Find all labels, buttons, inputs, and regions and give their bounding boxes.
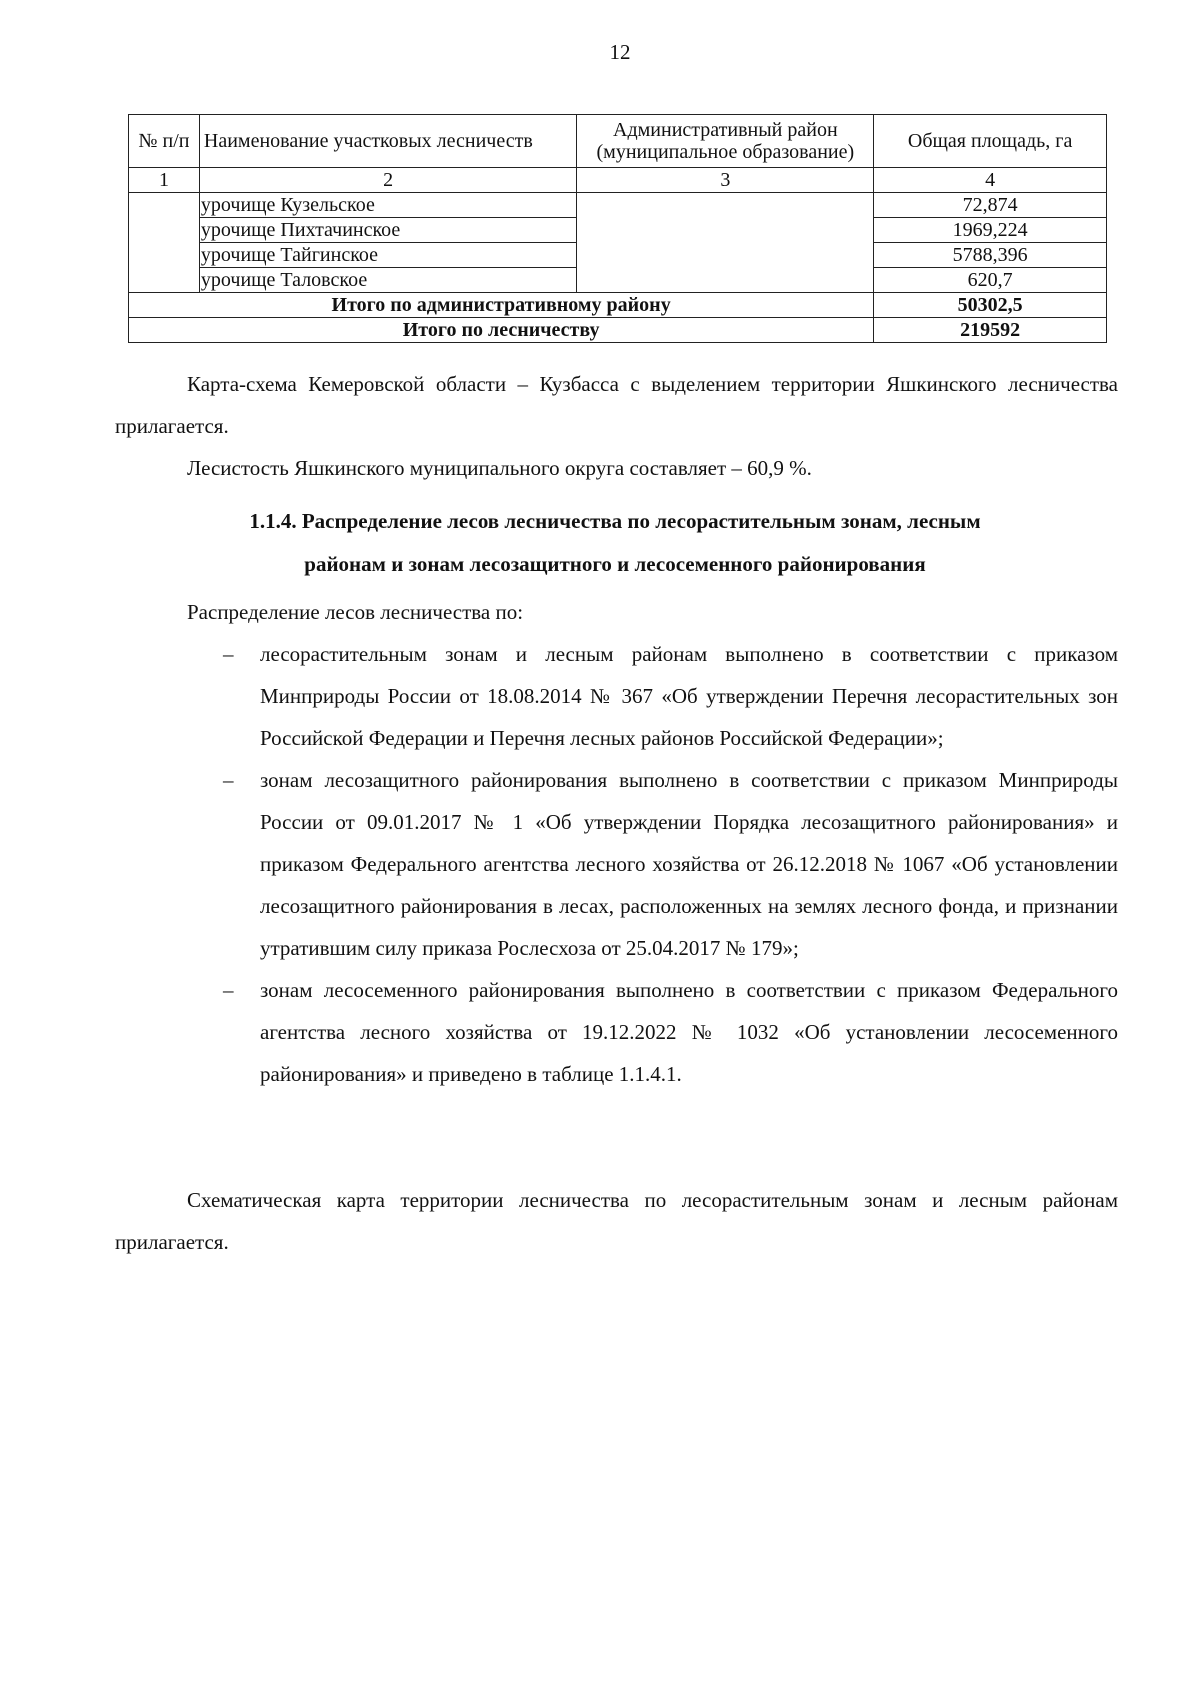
section-heading-line1: 1.1.4. Распределение лесов лесничества по лесорастительным зонам, лесным xyxy=(249,509,981,533)
column-number: 2 xyxy=(199,168,577,193)
column-number: 3 xyxy=(577,168,874,193)
tract-area: 72,874 xyxy=(874,193,1107,218)
list-dash: – xyxy=(223,978,234,1002)
map-scheme-block xyxy=(115,363,1118,489)
table-header-row xyxy=(129,115,1107,168)
section-heading xyxy=(150,500,1080,586)
empty-num-cell xyxy=(129,193,200,293)
district-total-row xyxy=(129,293,1107,318)
column-number-row xyxy=(129,168,1107,193)
forestry-total-label: Итого по лесничеству xyxy=(129,318,874,343)
list-item-text: зонам лесосеменного районирования выполнено в соответствии с приказом Федерального агентства лесного хозяйства от 19.12.2022 № 1032 «Об установлении лесосеменного районирования» и приведено в таблице 1.1.4.1. xyxy=(260,978,1118,1086)
district-total-value: 50302,5 xyxy=(874,293,1107,318)
tract-name: урочище Таловское xyxy=(199,268,577,293)
column-number: 1 xyxy=(129,168,200,193)
list-item-text: лесорастительным зонам и лесным районам выполнено в соответствии с приказом Минприроды России от 18.08.2014 № 367 «Об утверждении Перечня лесорастительных зон Российской Федерации и Перечня лесных районов Российской Федерации»; xyxy=(260,642,1118,750)
closing-block xyxy=(115,1179,1118,1263)
forestry-total-row xyxy=(129,318,1107,343)
empty-district-cell xyxy=(577,193,874,293)
column-number: 4 xyxy=(874,168,1107,193)
list-item xyxy=(115,759,1118,969)
section-intro-block xyxy=(115,591,1118,633)
distribution-list xyxy=(115,633,1118,1095)
closing-paragraph: Схематическая карта территории лесничества по лесорастительным зонам и лесным районам прилагается. xyxy=(115,1188,1118,1254)
section-heading-line2: районам и зонам лесозащитного и лесосеменного районирования xyxy=(304,552,926,576)
header-num: № п/п xyxy=(129,115,200,168)
tract-area: 1969,224 xyxy=(874,218,1107,243)
header-name: Наименование участковых лесничеств xyxy=(199,115,577,168)
header-district xyxy=(577,115,874,168)
list-item xyxy=(115,969,1118,1095)
tract-area: 620,7 xyxy=(874,268,1107,293)
header-district-line2: (муниципальное образование) xyxy=(596,141,855,163)
tract-name: урочище Пихтачинское xyxy=(199,218,577,243)
section-intro: Распределение лесов лесничества по: xyxy=(187,600,524,624)
map-scheme-paragraph: Карта-схема Кемеровской области – Кузбасса с выделением территории Яшкинского лесничества прилагается. xyxy=(115,372,1118,438)
list-item-text: зонам лесозащитного районирования выполнено в соответствии с приказом Минприроды России от 09.01.2017 № 1 «Об утверждении Порядка лесозащитного районирования» и приказом Федерального агентства лесного хозяйства от 26.12.2018 № 1067 «Об установлении лесозащитного районирования в лесах, расположенных на землях лесного фонда, и признании утратившим силу приказа Рослесхоза от 25.04.2017 № 179»; xyxy=(260,768,1118,960)
header-district-line1: Административный район xyxy=(613,119,838,141)
list-item xyxy=(115,633,1118,759)
page-number: 12 xyxy=(609,40,631,64)
district-total-label: Итого по административному району xyxy=(129,293,874,318)
tract-area: 5788,396 xyxy=(874,243,1107,268)
list-dash: – xyxy=(223,768,234,792)
forest-cover-paragraph: Лесистость Яшкинского муниципального округа составляет – 60,9 %. xyxy=(187,456,812,480)
tract-name: урочище Кузельское xyxy=(199,193,577,218)
forestry-total-value: 219592 xyxy=(874,318,1107,343)
list-dash: – xyxy=(223,642,234,666)
tract-name: урочище Тайгинское xyxy=(199,243,577,268)
header-area: Общая площадь, га xyxy=(874,115,1107,168)
table-row xyxy=(129,193,1107,218)
forestry-area-table xyxy=(128,114,1107,343)
